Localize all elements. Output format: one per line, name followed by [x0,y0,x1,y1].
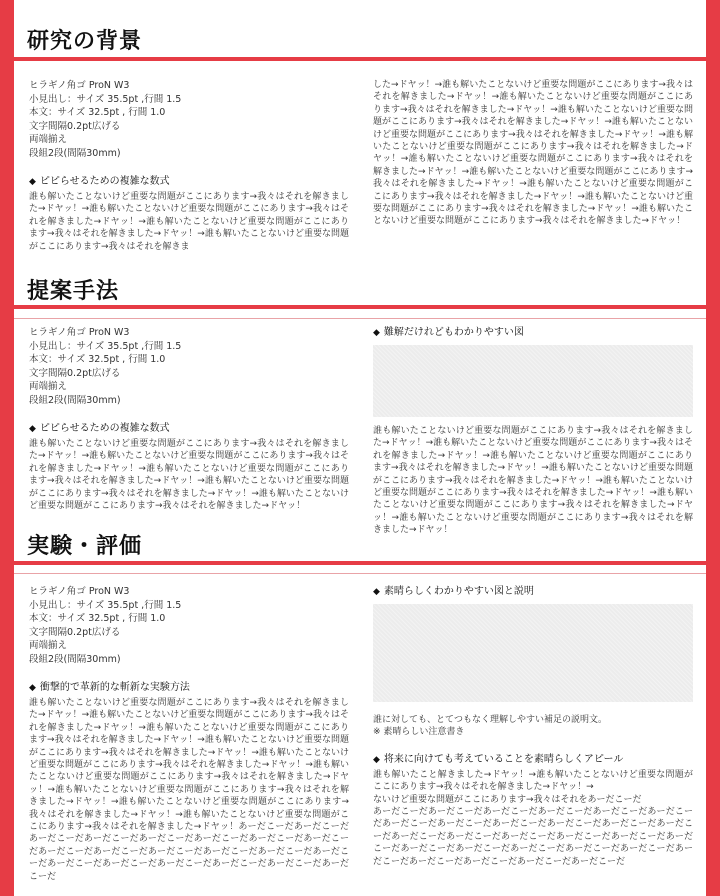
section-title-experiment: 実験・評価 [27,534,143,559]
section-divider [14,318,706,319]
figure-caption: 誰に対しても、とてつもなく理解しやすい補足の説明文。 [373,715,608,725]
spec-line-columns: 段組2段(間隔30mm) [29,147,121,159]
subheading-text: 素晴らしくわかりやすい図と説明 [383,586,534,597]
diamond-bullet-icon: ◆ [29,177,36,187]
body-paragraph: 誰も解いたことないけど重要な問題がここにあります→我々はそれを解きました→ドヤッ！→誰も解いたことないけど重要な問題がここにあります→我々はそれを解きました→ドヤッ！→誰も解いたことないけど重要な問題がここにあります→我々はそれを解きました→ドヤッ！→誰も解いたことないけど重要な問題がここにあります→我々はそれを解きま [29,192,349,252]
section-rule [0,561,720,565]
diamond-bullet-icon: ◆ [29,683,36,693]
diamond-bullet-icon: ◆ [373,328,380,338]
body-paragraph: 誰も解いたことないけど重要な問題がここにあります→我々はそれを解きました→ドヤッ！→誰も解いたことないけど重要な問題がここにあります→我々はそれを解きました→ドヤッ！→誰も解いたことないけど重要な問題がここにあります→我々はそれを解きました→ドヤッ！→誰も解いたことないけど重要な問題がここにあります→我々はそれを解きました→ドヤッ！→誰も解いたことないけど重要な問題がここにあります→我々はそれを解きました→ドヤッ！→誰も解いたことないけど重要な問題がここにあります→我々はそれを解きました→ドヤッ！→誰も解いたことないけど重要な問題がここにあります→我々はそれを解きました→ドヤッ！ [373,426,693,536]
subheading [29,175,349,189]
spec-line-columns: 段組2段(間隔30mm) [29,653,121,665]
spec-line-justify: 両端揃え [29,134,68,145]
spec-line-font: ヒラギノ角ゴ ProN W3 [29,586,130,597]
diamond-bullet-icon: ◆ [29,424,36,434]
subheading-text: 難解だけれどもわかりやすい図 [383,327,524,338]
body-paragraph: あーだこーだあーだこーだあーだこーだあーだこーだあーだこーだあーだこーだあーだこーだあーだこーだあーだこーだあーだこーだあーだこーだあーだこーだあーだこーだあーだこーだあーだこーだあーだこーだあーだこーだあーだこーだあーだこーだあーだこーだあーだこーだあーだこーだあーだこーだあーだこーだあーだこーだあーだこーだあーだこーだあーだこーだ [373,807,693,867]
subheading [373,326,693,340]
subheading-text: 将来に向けても考えていることを素晴らしくアピール [383,753,624,765]
spec-line-subheading: 小見出し：サイズ 35.5pt ,行間 1.5 [29,599,182,611]
spec-line-font: ヒラギノ角ゴ ProN W3 [29,80,130,91]
spec-line-body: 本文：サイズ 32.5pt , 行間 1.0 [29,613,166,624]
section-title-background: 研究の背景 [27,29,143,54]
section-3-right-column [373,585,693,892]
subheading-text: ピピらせるための複雑な数式 [39,176,170,187]
body-paragraph: ないけど重要な問題がここにあります→我々はそれをあーだこーだ [373,794,642,805]
poster-page [14,0,706,896]
spec-line-font: ヒラギノ角ゴ ProN W3 [29,327,130,338]
body-paragraph: 誰も解いたこと解きました→ドヤッ！→誰も解いたことないけど重要な問題がここにあります→我々はそれを解きました→ドヤッ！→ [373,769,693,793]
subheading [373,753,693,767]
spec-line-subheading: 小見出し：サイズ 35.5pt ,行間 1.5 [29,340,182,352]
subheading-text: 衝撃的で革新的な斬新な実験方法 [39,682,190,693]
subheading [373,585,693,599]
figure-placeholder [373,604,693,702]
figure-caption-note: ※ 素晴らしい注意書き [373,727,465,738]
spec-line-spacing: 文字間隔0.2pt広げる [29,367,121,379]
section-rule [0,57,720,61]
section-3-left-column [29,585,349,892]
figure-placeholder [373,345,693,417]
spec-line-body: 本文：サイズ 32.5pt , 行間 1.0 [29,354,166,365]
diamond-bullet-icon: ◆ [373,754,380,765]
diamond-bullet-icon: ◆ [373,587,380,597]
section-1-right-column [373,79,693,259]
spec-line-body: 本文：サイズ 32.5pt , 行間 1.0 [29,107,166,118]
spec-line-columns: 段組2段(間隔30mm) [29,394,121,406]
body-paragraph: 誰も解いたことないけど重要な問題がここにあります→我々はそれを解きました→ドヤッ！→誰も解いたことないけど重要な問題がここにあります→我々はそれを解きました→ドヤッ！→誰も解いたことないけど重要な問題がここにあります→我々はそれを解きました→ドヤッ！→誰も解いたことないけど重要な問題がここにあります→我々はそれを解きました→ドヤッ！→誰も解いたことないけど重要な問題がここにあります→我々はそれを解きました→ドヤッ！→誰も解いたことないけど重要な問題がここにあります→我々はそれを解きました→ドヤッ！→誰も解いたことないけど重要な問題がここにあります→我々はそれを解きました→ドヤッ！→誰も解いたことないけど重要な問題がここにあります→我々はそれを解きました→ドヤッ！→誰も解いたことないけど重要な問題がここにあります→我々はそれを解きました→ドヤッ！あーだこーだあーだこーだあーだこーだあーだこーだあーだこーだあーだこーだあーだこーだあーだこーだあーだこーだあーだこーだあーだこーだあーだこーだあーだこーだあーだこーだあーだこーだあーだこーだあーだこーだあーだこーだあーだこーだあーだこーだ [29,698,349,882]
subheading-text: ピピらせるための複雑な数式 [39,423,170,434]
section-1-left-column [29,79,349,259]
spec-line-spacing: 文字間隔0.2pt広げる [29,626,121,638]
spec-line-spacing: 文字間隔0.2pt広げる [29,120,121,132]
section-2-left-column [29,326,349,521]
spec-line-subheading: 小見出し：サイズ 35.5pt ,行間 1.5 [29,93,182,105]
section-title-method: 提案手法 [27,279,120,304]
body-paragraph: 誰も解いたことないけど重要な問題がここにあります→我々はそれを解きました→ドヤッ！→誰も解いたことないけど重要な問題がここにあります→我々はそれを解きました→ドヤッ！→誰も解いたことないけど重要な問題がここにあります→我々はそれを解きました→ドヤッ！→誰も解いたことないけど重要な問題がここにあります→我々はそれを解きました→ドヤッ！→誰も解いたことないけど重要な問題がここにあります→我々はそれを解きました→ドヤッ！ [29,439,349,512]
section-2-right-column [373,326,693,536]
body-paragraph: した→ドヤッ！→誰も解いたことないけど重要な問題がここにあります→我々はそれを解きました→ドヤッ！→誰も解いたことないけど重要な問題がここにあります→我々はそれを解きました→ドヤッ！→誰も解いたことないけど重要な問題がここにあります→我々はそれを解きました→ドヤッ！→誰も解いたことないけど重要な問題がここにあります→我々はそれを解きました→ドヤッ！→誰も解いたことないけど重要な問題がここにあります→我々はそれを解きました→ドヤッ！→誰も解いたことないけど重要な問題がここにあります→我々はそれを解きました→ドヤッ！→誰も解いたことないけど重要な問題がここにあります→我々はそれを解きました→ドヤッ！→誰も解いたことないけど重要な問題がここにあります→我々はそれを解きました→ドヤッ！→誰も解いたことないけど重要な問題がここにあります→我々はそれを解きました→ドヤッ！→誰も解いたことないけど重要な問題がここにあります→我々はそれを解きました→ドヤッ！ [373,80,693,227]
subheading [29,422,349,436]
section-rule [0,305,720,309]
subheading [29,681,349,695]
spec-line-justify: 両端揃え [29,640,68,651]
section-divider [14,573,706,574]
spec-line-justify: 両端揃え [29,381,68,392]
